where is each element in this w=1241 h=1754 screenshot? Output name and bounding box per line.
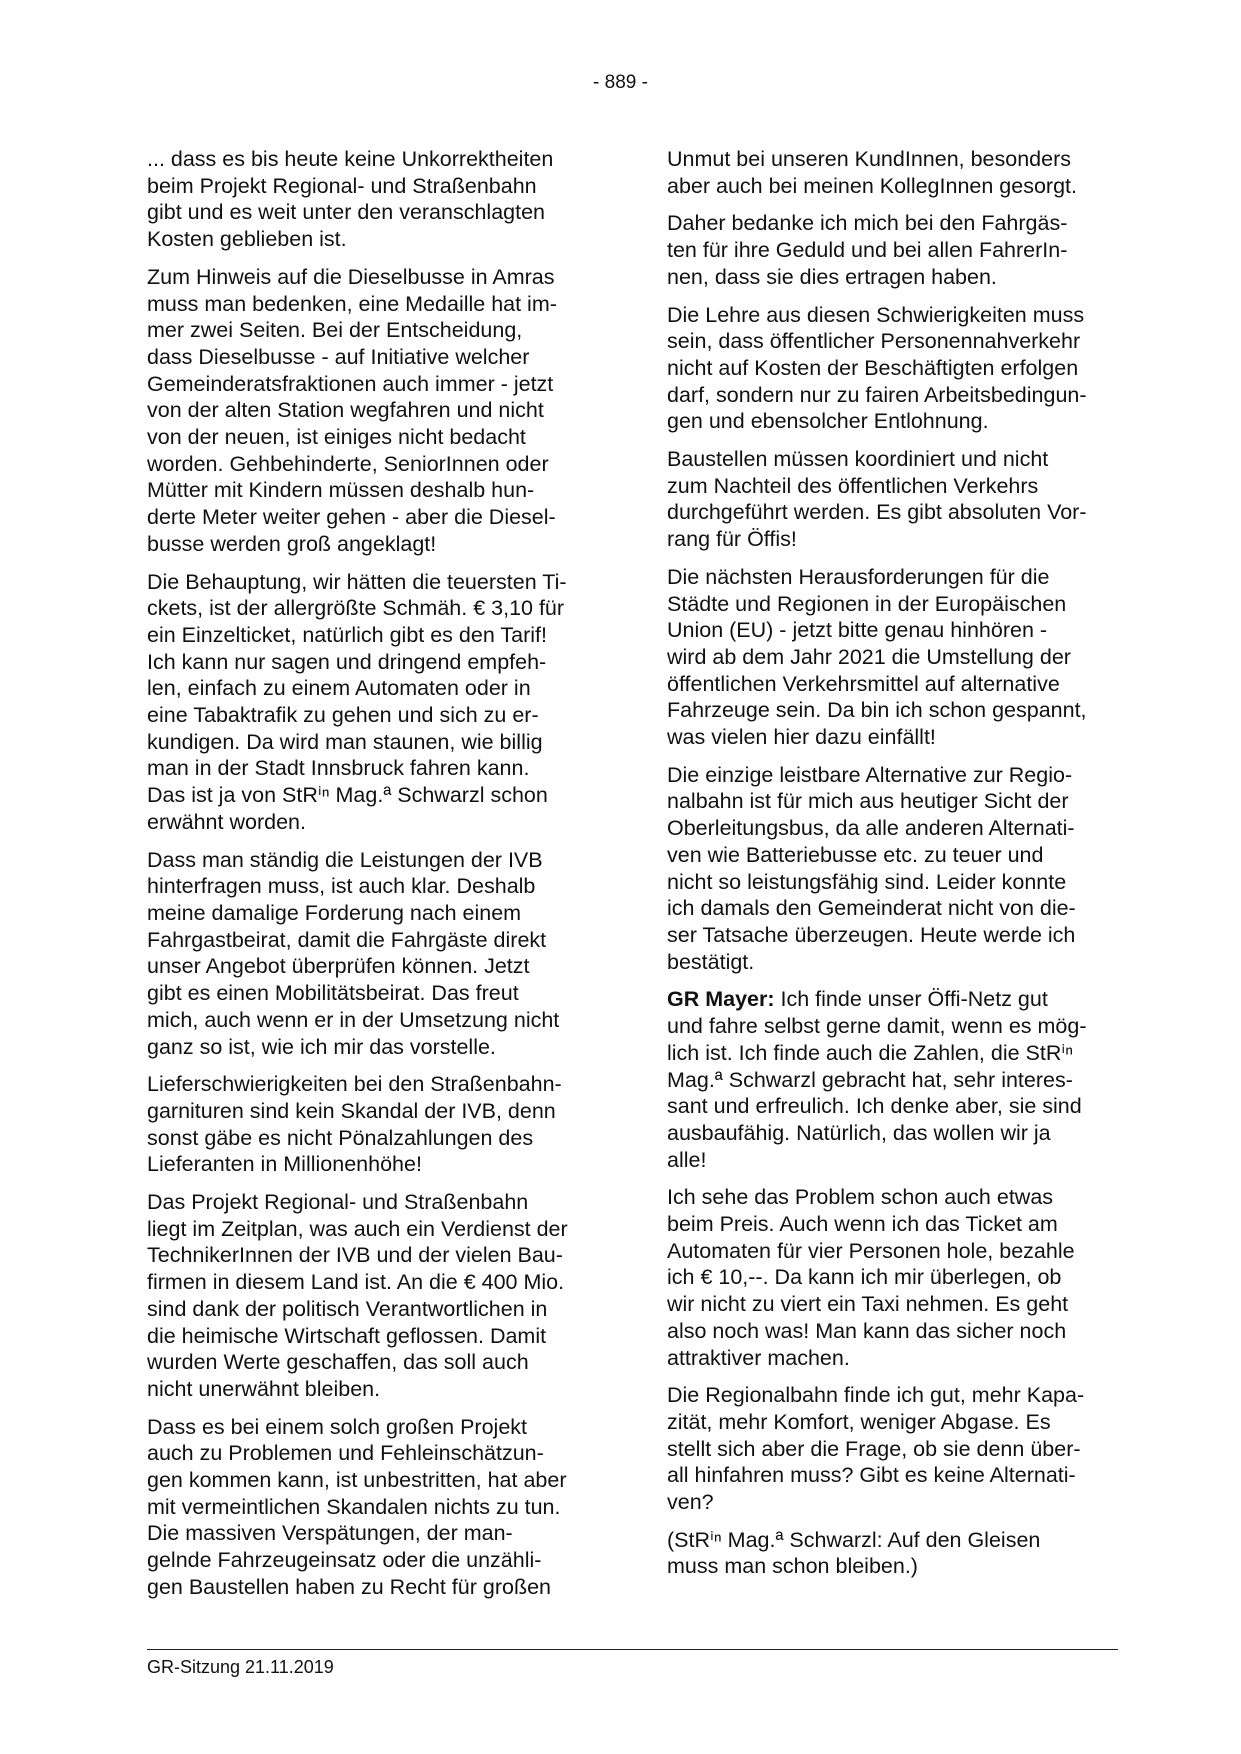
paragraph: Die Regionalbahn finde ich gut, mehr Kapa- zität, mehr Komfort, weniger Abgase. Es stellt sich aber die Frage, ob sie denn über- all hinfahren muss? Gibt es keine Alternati- ven? (667, 1383, 1085, 1515)
left-column (147, 146, 599, 1612)
paragraph: Die Behauptung, wir hätten die teuersten Ti- ckets, ist der allergrößte Schmäh. € 3,10 für ein Einzelticket, natürlich gibt es den Tarif! Ich kann nur sagen und dringend empfeh- len, einfach zu einem Automaten oder in eine Tabaktrafik zu gehen und sich zu er- kundigen. Da wird man staunen, wie billig man in der Stadt Innsbruck fahren kann. Das ist ja von StRⁱⁿ Mag.ª Schwarzl schon erwähnt worden. (147, 569, 567, 834)
page-number: - 889 - (593, 72, 648, 93)
paragraph: Unmut bei unseren KundInnen, besonders aber auch bei meinen KollegInnen gesorgt. (667, 147, 1077, 198)
paragraph: Daher bedanke ich mich bei den Fahrgäs- ten für ihre Geduld und bei allen FahrerIn- nen, dass sie dies ertragen haben. (667, 211, 1068, 289)
speaker-name: GR Mayer: (667, 987, 775, 1012)
footer-divider (147, 1649, 1118, 1650)
paragraph: Dass man ständig die Leistungen der IVB hinterfragen muss, ist auch klar. Deshalb meine damalige Forderung nach einem Fahrgastbeirat, damit die Fahrgäste direkt unser Angebot überprüfen können. Jetzt gibt es einen Mobilitätsbeirat. Das freut mich, auch wenn er in der Umsetzung nicht ganz so ist, wie ich mir das vorstelle. (147, 847, 560, 1059)
speaker-paragraph (667, 986, 1119, 1173)
right-column (667, 146, 1119, 1591)
paragraph: Ich sehe das Problem schon auch etwas beim Preis. Auch wenn ich das Ticket am Automaten für vier Personen hole, bezahle ich € 10,--. Da kann ich mir überlegen, ob wir nicht zu viert ein Taxi nehmen. Es geht also noch was! Man kann das sicher noch attraktiver machen. (667, 1185, 1075, 1370)
paragraph: Dass es bei einem solch großen Projekt auch zu Problemen und Fehleinschätzun- gen kommen kann, ist unbestritten, hat aber mit vermeintlichen Skandalen nichts zu tun. Die massiven Verspätungen, der man- gelnde Fahrzeugeinsatz oder die unzähli- gen Baustellen haben zu Recht für großen (147, 1414, 567, 1599)
paragraph: Baustellen müssen koordiniert und nicht zum Nachteil des öffentlichen Verkehrs durchgeführt werden. Es gibt absoluten Vor- rang für Öffis! (667, 447, 1087, 552)
speaker-text: Ich finde unser Öffi-Netz gut und fahre selbst gerne damit, wenn es mög- lich ist. Ich finde auch die Zahlen, die StRⁱⁿ Mag.ª Schwarzl gebracht hat, sehr interes- sant und erfreulich. Ich denke aber, sie sind ausbaufähig. Natürlich, das wollen wir ja alle! (667, 987, 1087, 1172)
paragraph: (StRⁱⁿ Mag.ª Schwarzl: Auf den Gleisen muss man schon bleiben.) (667, 1527, 1041, 1579)
paragraph: ... dass es bis heute keine Unkorrektheiten beim Projekt Regional- und Straßenbahn gibt und es weit unter den veranschlagten Kosten geblieben ist. (147, 147, 554, 252)
paragraph: Die Lehre aus diesen Schwierigkeiten muss sein, dass öffentlicher Personennahverkehr nicht auf Kosten der Beschäftigten erfolgen darf, sondern nur zu fairen Arbeitsbedingun- gen und ebensolcher Entlohnung. (667, 302, 1087, 434)
paragraph: Das Projekt Regional- und Straßenbahn liegt im Zeitplan, was auch ein Verdienst der TechnikerInnen der IVB und der vielen Bau- firmen in diesem Land ist. An die € 400 Mio. sind dank der politisch Verantwortlichen in die heimische Wirtschaft geflossen. Damit wurden Werte geschaffen, das soll auch nicht unerwähnt bleiben. (147, 1190, 568, 1401)
footer-session-date: GR-Sitzung 21.11.2019 (147, 1657, 334, 1677)
paragraph: Lieferschwierigkeiten bei den Straßenbahn- garnituren sind kein Skandal der IVB, denn sonst gäbe es nicht Pönalzahlungen des Lieferanten in Millionenhöhe! (147, 1072, 562, 1177)
paragraph: Zum Hinweis auf die Dieselbusse in Amras muss man bedenken, eine Medaille hat im- mer zwei Seiten. Bei der Entscheidung, dass Dieselbusse - auf Initiative welcher Gemeinderatsfraktionen auch immer - jetzt von der alten Station wegfahren und nicht von der neuen, ist einiges nicht bedacht worden. Gehbehinderte, SeniorInnen oder Mütter mit Kindern müssen deshalb hun- derte Meter weiter gehen - aber die Diesel- busse werden groß angeklagt! (147, 264, 557, 556)
paragraph: Die einzige leistbare Alternative zur Regio- nalbahn ist für mich aus heutiger Sicht der Oberleitungsbus, da alle anderen Alternati- ven wie Batteriebusse etc. zu teuer und nicht so leistungsfähig sind. Leider konnte ich damals den Gemeinderat nicht von die- ser Tatsache überzeugen. Heute werde ich bestätigt. (667, 762, 1076, 974)
paragraph: Die nächsten Herausforderungen für die Städte und Regionen in der Europäischen Union (EU) - jetzt bitte genau hinhören - wird ab dem Jahr 2021 die Umstellung der öffentlichen Verkehrsmittel auf alternative Fahrzeuge sein. Da bin ich schon gespannt, was vielen hier dazu einfällt! (667, 564, 1087, 750)
